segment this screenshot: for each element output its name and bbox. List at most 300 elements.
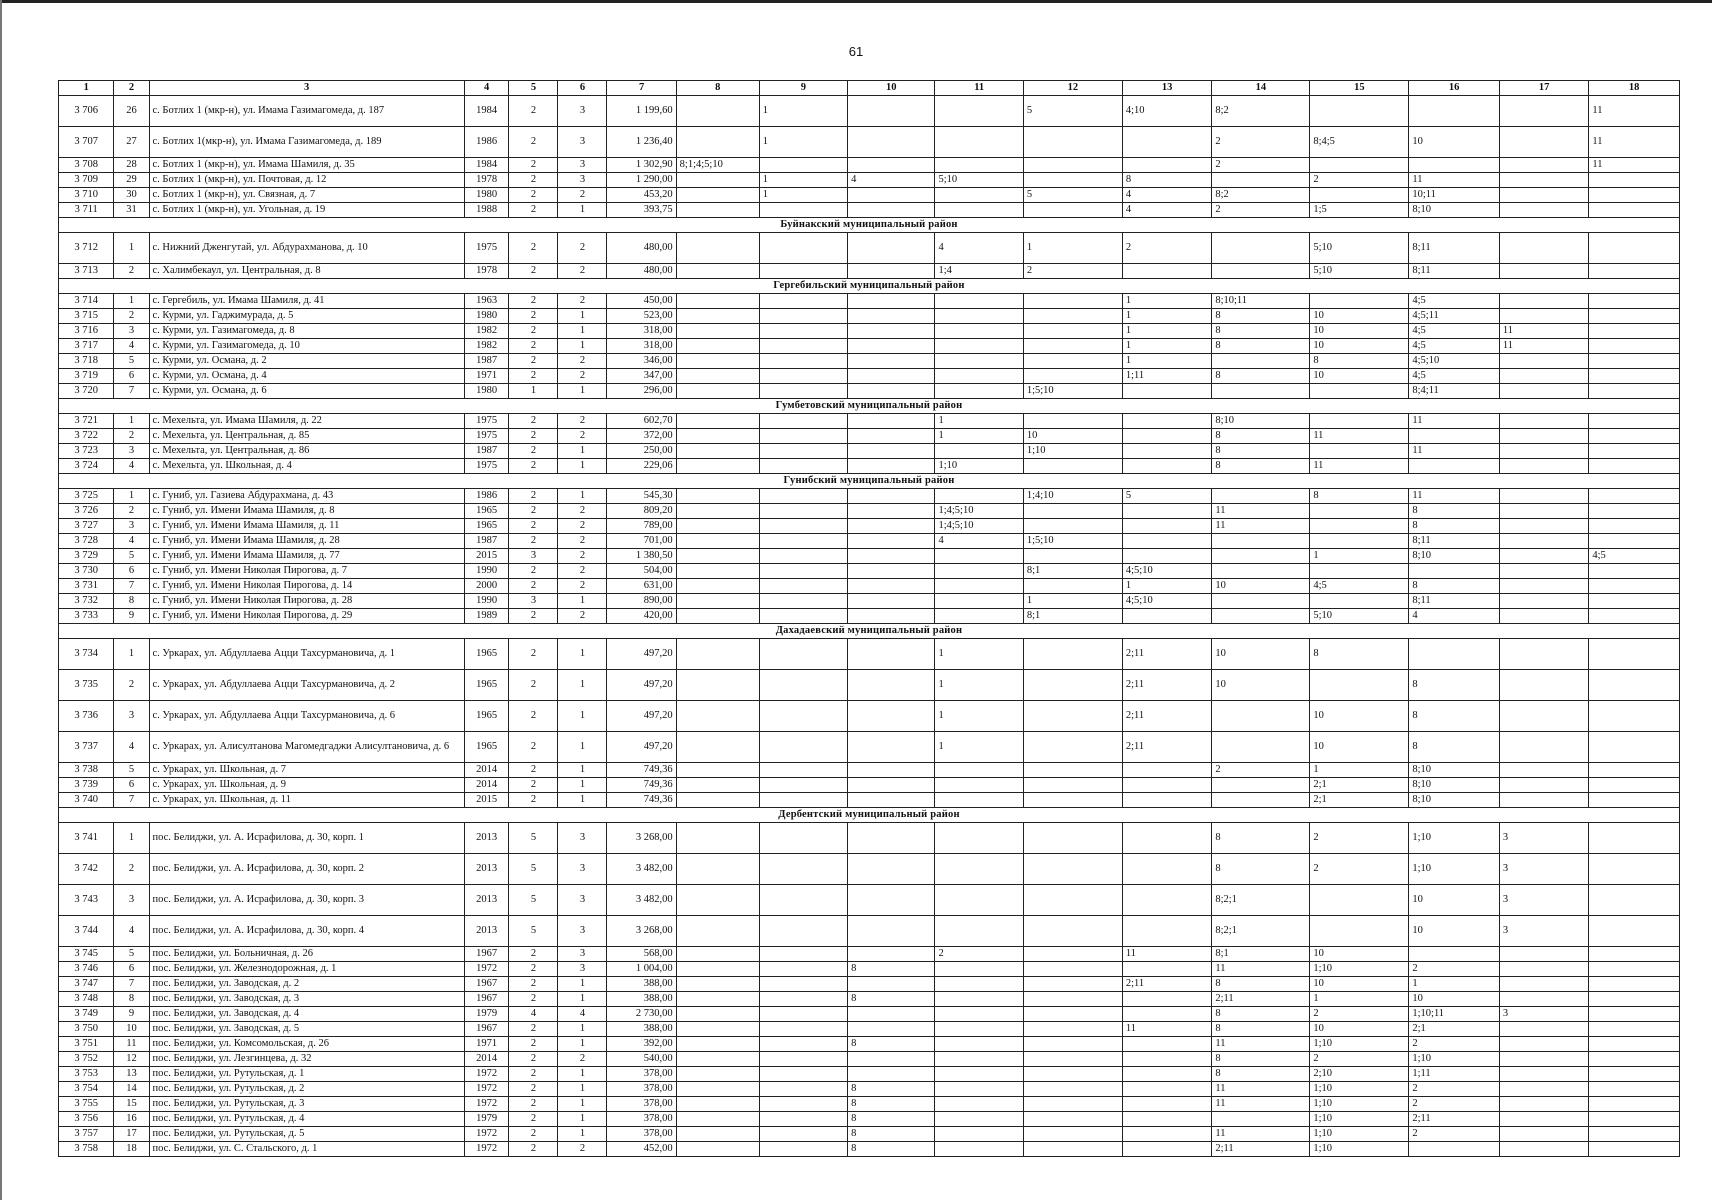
table-cell bbox=[1122, 549, 1211, 564]
table-cell: 2 bbox=[558, 369, 607, 384]
table-cell: 5 bbox=[509, 823, 558, 854]
table-cell: 378,00 bbox=[607, 1067, 676, 1082]
table-cell bbox=[1212, 701, 1310, 732]
address-cell: с. Ботлих 1 (мкр-н), ул. Имама Газимагомеда, д. 187 bbox=[149, 96, 464, 127]
table-cell: 1972 bbox=[464, 1142, 509, 1157]
table-cell: 2 bbox=[509, 504, 558, 519]
table-cell: 1;10 bbox=[1409, 823, 1500, 854]
column-header: 14 bbox=[1212, 81, 1310, 96]
district-title: Гергебильский муниципальный район bbox=[59, 279, 1680, 294]
table-cell: 2 bbox=[1310, 1007, 1409, 1022]
table-cell: 2 bbox=[558, 294, 607, 309]
table-cell: 8;1;4;5;10 bbox=[676, 158, 759, 173]
table-cell: 1975 bbox=[464, 233, 509, 264]
table-cell: 2 bbox=[558, 264, 607, 279]
table-cell: 8;10 bbox=[1409, 549, 1500, 564]
table-cell: 2 bbox=[509, 609, 558, 624]
table-cell bbox=[1499, 549, 1588, 564]
table-cell bbox=[1310, 504, 1409, 519]
table-cell: 1;4 bbox=[935, 264, 1023, 279]
table-cell: 2 bbox=[509, 444, 558, 459]
table-cell bbox=[1589, 384, 1680, 399]
table-cell bbox=[1589, 977, 1680, 992]
table-cell bbox=[848, 96, 935, 127]
column-header: 3 bbox=[149, 81, 464, 96]
table-cell bbox=[676, 264, 759, 279]
table-cell bbox=[1023, 579, 1122, 594]
table-row bbox=[59, 264, 1680, 279]
table-cell bbox=[1122, 823, 1211, 854]
table-cell bbox=[759, 369, 847, 384]
table-cell bbox=[1499, 173, 1588, 188]
table-cell bbox=[759, 977, 847, 992]
table-cell: 5 bbox=[509, 916, 558, 947]
table-cell: 3 bbox=[558, 885, 607, 916]
table-cell: 1 bbox=[558, 1082, 607, 1097]
table-cell bbox=[1409, 96, 1500, 127]
table-cell: 8;1 bbox=[1212, 947, 1310, 962]
table-row bbox=[59, 793, 1680, 808]
address-cell: с. Ботлих 1 (мкр-н), ул. Угольная, д. 19 bbox=[149, 203, 464, 218]
table-cell: 1 bbox=[935, 701, 1023, 732]
table-cell: 8 bbox=[1212, 854, 1310, 885]
table-cell: 4;5 bbox=[1310, 579, 1409, 594]
table-cell: 2 bbox=[1310, 1052, 1409, 1067]
table-cell bbox=[676, 701, 759, 732]
address-cell: с. Нижний Дженгутай, ул. Абдурахманова, д. 10 bbox=[149, 233, 464, 264]
table-cell: 8 bbox=[1310, 354, 1409, 369]
table-cell: 29 bbox=[114, 173, 149, 188]
table-cell: 2 bbox=[509, 534, 558, 549]
table-cell: 2 bbox=[509, 1082, 558, 1097]
table-cell: 10 bbox=[1310, 701, 1409, 732]
table-cell bbox=[1589, 1112, 1680, 1127]
table-cell: 2 bbox=[509, 1112, 558, 1127]
table-cell bbox=[676, 127, 759, 158]
table-cell bbox=[759, 916, 847, 947]
table-cell bbox=[1499, 778, 1588, 793]
column-header: 17 bbox=[1499, 81, 1588, 96]
district-title: Буйнакский муниципальный район bbox=[59, 218, 1680, 233]
table-cell bbox=[1212, 564, 1310, 579]
table-cell bbox=[1023, 354, 1122, 369]
table-cell: 10 bbox=[1409, 992, 1500, 1007]
table-cell: 11 bbox=[1212, 504, 1310, 519]
table-cell: 1 bbox=[114, 414, 149, 429]
table-row bbox=[59, 763, 1680, 778]
table-cell bbox=[1023, 309, 1122, 324]
table-cell bbox=[1499, 354, 1588, 369]
table-cell bbox=[1212, 609, 1310, 624]
table-cell bbox=[676, 489, 759, 504]
table-cell: 8 bbox=[1212, 339, 1310, 354]
table-cell: 1 bbox=[558, 778, 607, 793]
table-cell bbox=[848, 233, 935, 264]
table-cell: 2 bbox=[509, 639, 558, 670]
table-cell: 8 bbox=[1212, 1007, 1310, 1022]
table-cell bbox=[676, 519, 759, 534]
address-cell: пос. Белиджи, ул. Заводская, д. 5 bbox=[149, 1022, 464, 1037]
address-cell: пос. Белиджи, ул. Комсомольская, д. 26 bbox=[149, 1037, 464, 1052]
table-cell: 10 bbox=[1409, 916, 1500, 947]
table-cell: 1987 bbox=[464, 354, 509, 369]
table-cell: 2 bbox=[1310, 854, 1409, 885]
table-row bbox=[59, 339, 1680, 354]
table-cell bbox=[759, 203, 847, 218]
table-cell bbox=[1499, 1127, 1588, 1142]
table-cell bbox=[935, 1022, 1023, 1037]
table-row bbox=[59, 203, 1680, 218]
table-cell bbox=[935, 158, 1023, 173]
table-cell bbox=[935, 962, 1023, 977]
table-cell bbox=[1122, 1082, 1211, 1097]
table-cell bbox=[848, 519, 935, 534]
table-cell bbox=[676, 1037, 759, 1052]
table-cell bbox=[1122, 916, 1211, 947]
table-cell: 2 bbox=[558, 519, 607, 534]
address-cell: с. Курми, ул. Османа, д. 2 bbox=[149, 354, 464, 369]
table-cell: 8 bbox=[1212, 1022, 1310, 1037]
table-cell: 1972 bbox=[464, 1127, 509, 1142]
table-cell: 5;10 bbox=[1310, 233, 1409, 264]
table-cell: 8 bbox=[1409, 579, 1500, 594]
table-cell: 2 bbox=[558, 188, 607, 203]
table-cell: 3 482,00 bbox=[607, 854, 676, 885]
table-row bbox=[59, 564, 1680, 579]
table-cell bbox=[1589, 429, 1680, 444]
address-cell: с. Халимбекаул, ул. Центральная, д. 8 bbox=[149, 264, 464, 279]
table-cell bbox=[759, 639, 847, 670]
table-cell bbox=[1499, 233, 1588, 264]
table-cell: 3 749 bbox=[59, 1007, 114, 1022]
district-title: Дахадаевский муниципальный район bbox=[59, 624, 1680, 639]
table-cell: 1971 bbox=[464, 369, 509, 384]
table-cell bbox=[848, 639, 935, 670]
table-cell bbox=[676, 354, 759, 369]
table-cell: 2013 bbox=[464, 916, 509, 947]
table-cell: 1 bbox=[114, 233, 149, 264]
table-cell bbox=[935, 294, 1023, 309]
table-cell bbox=[1310, 158, 1409, 173]
table-cell: 1980 bbox=[464, 384, 509, 399]
table-cell bbox=[935, 778, 1023, 793]
table-cell: 749,36 bbox=[607, 778, 676, 793]
table-cell bbox=[759, 823, 847, 854]
address-cell: с. Курми, ул. Гаджимурада, д. 5 bbox=[149, 309, 464, 324]
table-cell: 3 bbox=[114, 444, 149, 459]
table-cell: 2 bbox=[509, 339, 558, 354]
table-cell bbox=[1122, 264, 1211, 279]
address-cell: пос. Белиджи, ул. Рутульская, д. 2 bbox=[149, 1082, 464, 1097]
table-cell: 1 bbox=[114, 294, 149, 309]
table-cell bbox=[1023, 701, 1122, 732]
table-cell: 1 bbox=[558, 1067, 607, 1082]
table-cell bbox=[935, 309, 1023, 324]
address-cell: пос. Белиджи, ул. Заводская, д. 2 bbox=[149, 977, 464, 992]
table-cell: 3 730 bbox=[59, 564, 114, 579]
table-row bbox=[59, 639, 1680, 670]
table-cell: 3 750 bbox=[59, 1022, 114, 1037]
table-cell: 1 bbox=[759, 96, 847, 127]
table-cell bbox=[848, 369, 935, 384]
table-cell bbox=[1023, 1127, 1122, 1142]
table-cell: 3 721 bbox=[59, 414, 114, 429]
table-cell: 2 bbox=[509, 309, 558, 324]
table-cell bbox=[759, 763, 847, 778]
table-cell bbox=[1023, 504, 1122, 519]
table-cell: 1 bbox=[759, 188, 847, 203]
table-cell bbox=[759, 1082, 847, 1097]
table-cell bbox=[759, 534, 847, 549]
table-cell: 2 bbox=[114, 854, 149, 885]
table-cell: 1 004,00 bbox=[607, 962, 676, 977]
table-cell: 2 bbox=[509, 564, 558, 579]
table-cell bbox=[676, 1007, 759, 1022]
table-cell: 1984 bbox=[464, 158, 509, 173]
table-cell: 2 bbox=[1310, 173, 1409, 188]
table-cell: 318,00 bbox=[607, 339, 676, 354]
table-cell: 378,00 bbox=[607, 1082, 676, 1097]
table-cell: 2 bbox=[1212, 127, 1310, 158]
table-row bbox=[59, 579, 1680, 594]
address-cell: с. Ботлих 1 (мкр-н), ул. Имама Шамиля, д. 35 bbox=[149, 158, 464, 173]
table-cell bbox=[848, 459, 935, 474]
table-cell: 8;11 bbox=[1409, 233, 1500, 264]
table-cell: 2 bbox=[558, 534, 607, 549]
table-cell bbox=[848, 670, 935, 701]
table-cell bbox=[759, 701, 847, 732]
table-cell bbox=[1589, 1007, 1680, 1022]
table-cell bbox=[1499, 459, 1588, 474]
table-cell bbox=[935, 579, 1023, 594]
address-cell: с. Гуниб, ул. Имени Николая Пирогова, д. 14 bbox=[149, 579, 464, 594]
table-cell bbox=[1499, 1067, 1588, 1082]
table-cell: 1 236,40 bbox=[607, 127, 676, 158]
table-cell: 2;11 bbox=[1122, 670, 1211, 701]
table-cell: 1 bbox=[558, 324, 607, 339]
table-cell: 480,00 bbox=[607, 233, 676, 264]
table-cell: 3 735 bbox=[59, 670, 114, 701]
table-cell: 1980 bbox=[464, 309, 509, 324]
table-cell: 2;11 bbox=[1122, 732, 1211, 763]
table-cell: 749,36 bbox=[607, 793, 676, 808]
table-cell: 8 bbox=[1409, 701, 1500, 732]
table-cell: 3 747 bbox=[59, 977, 114, 992]
table-row bbox=[59, 701, 1680, 732]
table-cell bbox=[1212, 354, 1310, 369]
table-cell: 1984 bbox=[464, 96, 509, 127]
table-row bbox=[59, 1037, 1680, 1052]
table-cell bbox=[1310, 444, 1409, 459]
table-cell bbox=[935, 324, 1023, 339]
table-cell: 4 bbox=[558, 1007, 607, 1022]
table-cell bbox=[1589, 885, 1680, 916]
table-cell: 2 bbox=[509, 793, 558, 808]
table-cell: 27 bbox=[114, 127, 149, 158]
table-cell: 497,20 bbox=[607, 732, 676, 763]
table-cell: 8;10 bbox=[1409, 203, 1500, 218]
table-cell: 5 bbox=[114, 947, 149, 962]
table-cell bbox=[1023, 1022, 1122, 1037]
section-header-row bbox=[59, 624, 1680, 639]
table-cell bbox=[1310, 96, 1409, 127]
table-row bbox=[59, 947, 1680, 962]
column-header: 12 bbox=[1023, 81, 1122, 96]
column-header: 9 bbox=[759, 81, 847, 96]
table-cell: 2;11 bbox=[1122, 977, 1211, 992]
table-cell bbox=[848, 916, 935, 947]
table-cell: 3 752 bbox=[59, 1052, 114, 1067]
table-row bbox=[59, 916, 1680, 947]
table-cell: 7 bbox=[114, 793, 149, 808]
table-cell: 2 bbox=[509, 778, 558, 793]
table-cell: 3 745 bbox=[59, 947, 114, 962]
table-cell: 1967 bbox=[464, 977, 509, 992]
table-cell: 1 bbox=[1122, 309, 1211, 324]
table-cell bbox=[1122, 459, 1211, 474]
column-header: 4 bbox=[464, 81, 509, 96]
table-cell bbox=[676, 1112, 759, 1127]
table-cell: 8;10;11 bbox=[1212, 294, 1310, 309]
table-cell bbox=[1409, 429, 1500, 444]
table-cell: 3 739 bbox=[59, 778, 114, 793]
table-cell: 1963 bbox=[464, 294, 509, 309]
table-cell bbox=[1122, 1097, 1211, 1112]
table-cell bbox=[935, 977, 1023, 992]
address-cell: с. Курми, ул. Османа, д. 6 bbox=[149, 384, 464, 399]
table-cell: 3 724 bbox=[59, 459, 114, 474]
table-cell: 2 bbox=[114, 309, 149, 324]
table-cell: 1986 bbox=[464, 127, 509, 158]
table-cell bbox=[676, 564, 759, 579]
address-cell: пос. Белиджи, ул. Рутульская, д. 5 bbox=[149, 1127, 464, 1142]
table-cell bbox=[848, 885, 935, 916]
table-cell bbox=[1499, 1097, 1588, 1112]
table-cell: 4;5 bbox=[1589, 549, 1680, 564]
table-cell: 2;10 bbox=[1310, 1067, 1409, 1082]
table-cell: 8 bbox=[1212, 1052, 1310, 1067]
table-cell bbox=[1310, 670, 1409, 701]
table-cell: 1 bbox=[935, 732, 1023, 763]
table-cell bbox=[676, 977, 759, 992]
address-cell: с. Ботлих 1(мкр-н), ул. Имама Газимагомеда, д. 189 bbox=[149, 127, 464, 158]
table-cell: 497,20 bbox=[607, 701, 676, 732]
table-cell bbox=[1589, 1082, 1680, 1097]
table-cell: 1;10 bbox=[1023, 444, 1122, 459]
table-cell bbox=[1023, 977, 1122, 992]
table-cell bbox=[1499, 203, 1588, 218]
table-cell: 2 bbox=[509, 96, 558, 127]
table-cell: 1965 bbox=[464, 639, 509, 670]
table-cell bbox=[1589, 1097, 1680, 1112]
table-cell bbox=[676, 414, 759, 429]
table-cell: 1;4;5;10 bbox=[935, 504, 1023, 519]
table-cell bbox=[676, 1142, 759, 1157]
table-cell: 1972 bbox=[464, 1082, 509, 1097]
table-cell bbox=[676, 96, 759, 127]
column-header: 15 bbox=[1310, 81, 1409, 96]
table-cell: 545,30 bbox=[607, 489, 676, 504]
table-cell: 3 707 bbox=[59, 127, 114, 158]
address-cell: с. Гуниб, ул. Газиева Абдурахмана, д. 43 bbox=[149, 489, 464, 504]
address-cell: с. Ботлих 1 (мкр-н), ул. Связная, д. 7 bbox=[149, 188, 464, 203]
table-cell bbox=[676, 504, 759, 519]
table-cell bbox=[1023, 639, 1122, 670]
table-cell: 2 bbox=[509, 369, 558, 384]
address-cell: с. Мехельта, ул. Имама Шамиля, д. 22 bbox=[149, 414, 464, 429]
table-cell bbox=[676, 203, 759, 218]
table-cell: 11 bbox=[1589, 96, 1680, 127]
table-cell bbox=[1589, 309, 1680, 324]
table-cell: 3 731 bbox=[59, 579, 114, 594]
address-cell: с. Уркарах, ул. Алисултанова Магомедгаджи Алисултановича, д. 6 bbox=[149, 732, 464, 763]
table-cell: 4;5 bbox=[1409, 369, 1500, 384]
table-cell: 8;1 bbox=[1023, 609, 1122, 624]
table-cell bbox=[676, 459, 759, 474]
table-cell: 1 bbox=[558, 489, 607, 504]
table-cell: 8 bbox=[1122, 173, 1211, 188]
table-cell bbox=[676, 324, 759, 339]
table-cell: 8 bbox=[1212, 309, 1310, 324]
table-cell: 6 bbox=[114, 962, 149, 977]
table-cell: 1 199,60 bbox=[607, 96, 676, 127]
table-cell: 602,70 bbox=[607, 414, 676, 429]
table-cell: 8 bbox=[1212, 429, 1310, 444]
table-cell: 8;10 bbox=[1409, 793, 1500, 808]
table-cell: 420,00 bbox=[607, 609, 676, 624]
table-cell: 1 bbox=[558, 459, 607, 474]
table-cell bbox=[676, 534, 759, 549]
district-title: Гунибский муниципальный район bbox=[59, 474, 1680, 489]
table-row bbox=[59, 977, 1680, 992]
table-cell bbox=[1499, 309, 1588, 324]
table-cell: 4 bbox=[114, 459, 149, 474]
table-cell: 1 bbox=[558, 203, 607, 218]
address-cell: с. Мехельта, ул. Центральная, д. 86 bbox=[149, 444, 464, 459]
table-cell: 1 bbox=[558, 444, 607, 459]
address-cell: с. Уркарах, ул. Школьная, д. 9 bbox=[149, 778, 464, 793]
address-cell: пос. Белиджи, ул. С. Стальского, д. 1 bbox=[149, 1142, 464, 1157]
table-cell bbox=[676, 1127, 759, 1142]
table-cell bbox=[848, 489, 935, 504]
table-cell bbox=[759, 233, 847, 264]
table-cell: 10 bbox=[1310, 1022, 1409, 1037]
table-cell bbox=[1589, 414, 1680, 429]
table-cell: 1987 bbox=[464, 534, 509, 549]
table-cell bbox=[1589, 188, 1680, 203]
table-cell: 2 bbox=[509, 519, 558, 534]
table-cell: 453,20 bbox=[607, 188, 676, 203]
table-cell: 3 718 bbox=[59, 354, 114, 369]
address-cell: с. Гуниб, ул. Имени Имама Шамиля, д. 28 bbox=[149, 534, 464, 549]
table-cell: 1980 bbox=[464, 188, 509, 203]
table-cell bbox=[759, 670, 847, 701]
table-cell: 2014 bbox=[464, 763, 509, 778]
table-cell: 504,00 bbox=[607, 564, 676, 579]
table-row bbox=[59, 992, 1680, 1007]
table-cell bbox=[1499, 127, 1588, 158]
table-cell: 10 bbox=[1310, 309, 1409, 324]
table-cell: 392,00 bbox=[607, 1037, 676, 1052]
table-cell bbox=[1122, 1112, 1211, 1127]
table-cell: 5;10 bbox=[935, 173, 1023, 188]
table-cell: 250,00 bbox=[607, 444, 676, 459]
table-cell: 1;11 bbox=[1409, 1067, 1500, 1082]
table-cell bbox=[848, 429, 935, 444]
table-cell: 1965 bbox=[464, 670, 509, 701]
address-cell: с. Курми, ул. Османа, д. 4 bbox=[149, 369, 464, 384]
table-cell: 2;11 bbox=[1212, 992, 1310, 1007]
